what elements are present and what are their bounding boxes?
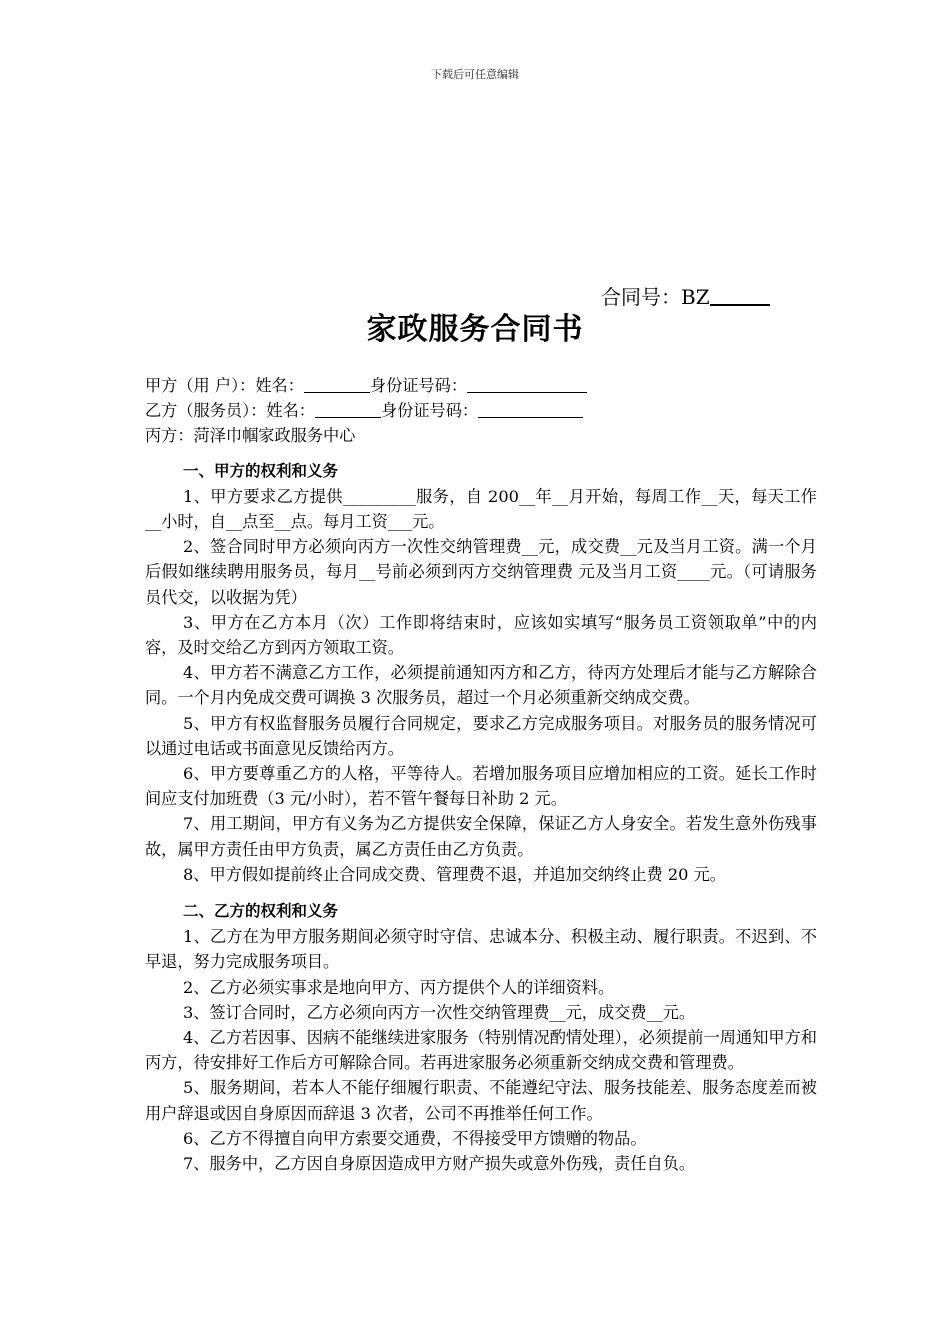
section-1-item: 5、甲方有权监督服务员履行合同规定，要求乙方完成服务项目。对服务员的服务情况可以通过电话或书面意见反馈给丙方。	[145, 713, 817, 758]
contract-number-label: 合同号：BZ	[601, 285, 710, 309]
party-b-prefix: 乙方（服务员）：姓名：	[145, 401, 315, 421]
section-2-item: 4、乙方若因事、因病不能继续进家服务（特别情况酌情处理），必须提前一周通知甲方和丙方，待安排好工作后方可解除合同。若再进家服务必须重新交纳成交费和管理费。	[145, 1028, 817, 1073]
section-2-item: 3、签订合同时，乙方必须向丙方一次性交纳管理费__元，成交费__元。	[183, 1002, 696, 1022]
section-1-item: 3、甲方在乙方本月（次）工作即将结束时，应该如实填写“服务员工资领取单”中的内容，及时交给乙方到丙方领取工资。	[145, 612, 817, 658]
section-2-item: 2、乙方必须实事求是地向甲方、丙方提供个人的详细资料。	[183, 977, 615, 997]
party-a-prefix: 甲方（用 户）：姓名：	[145, 376, 304, 395]
party-a-id-label: 身份证号码：	[369, 376, 468, 395]
section-1-item: 4、甲方若不满意乙方工作，必须提前通知丙方和乙方，待丙方处理后才能与乙方解除合同。一个月内免成交费可调换 3 次服务员，超过一个月必须重新交纳成交费。	[145, 663, 817, 708]
party-c-line: 丙方：菏泽巾帼家政服务中心	[145, 426, 356, 446]
section-1-item: 6、甲方要尊重乙方的人格，平等待人。若增加服务项目应增加相应的工资。延长工作时间应支付加班费（3 元/小时），若不管午餐每日补助 2 元。	[145, 764, 817, 809]
section-1-item: 7、用工期间，甲方有义务为乙方提供安全保障，保证乙方人身安全。若发生意外伤残事故，属甲方责任由甲方负责，属乙方责任由乙方负责。	[145, 814, 817, 859]
document-body	[145, 373, 817, 1176]
party-a-line	[145, 373, 817, 398]
party-b-name-blank[interactable]	[315, 400, 381, 418]
contract-number-blank[interactable]	[710, 286, 770, 306]
party-a-id-blank[interactable]	[467, 375, 587, 393]
section-1-item: 2、签合同时甲方必须向丙方一次性交纳管理费__元，成交费__元及当月工资。满一个月后假如继续聘用服务员，每月__号前必须到丙方交纳管理费 元及当月工资____元。（可请服务员代交，以收据为凭）	[145, 537, 817, 607]
document-title: 家政服务合同书	[366, 312, 584, 347]
section-2-heading: 二、乙方的权利和义务	[183, 902, 339, 921]
party-a-name-blank[interactable]	[304, 375, 370, 393]
section-2-item: 6、乙方不得擅自向甲方索要交通费，不得接受甲方馈赠的物品。	[183, 1128, 647, 1148]
party-b-line	[145, 398, 817, 423]
section-1-heading: 一、甲方的权利和义务	[183, 461, 339, 480]
section-1-item: 8、甲方假如提前终止合同成交费、管理费不退，并追加交纳终止费 20 元。	[183, 864, 726, 884]
section-2-item: 5、服务期间，若本人不能仔细履行职责、不能遵纪守法、服务技能差、服务态度差而被用户辞退或因自身原因而辞退 3 次者，公司不再推举任何工作。	[145, 1078, 817, 1123]
section-2-item: 1、乙方在为甲方服务期间必须守时守信、忠诚本分、积极主动、履行职责。不迟到、不早退，努力完成服务项目。	[145, 927, 817, 972]
party-b-id-blank[interactable]	[478, 400, 583, 418]
party-b-id-label: 身份证号码：	[380, 401, 479, 421]
header-note: 下载后可任意编辑	[431, 68, 519, 81]
section-2-item: 7、服务中，乙方因自身原因造成甲方财产损失或意外伤残，责任自负。	[183, 1154, 696, 1174]
section-1-item: 1、甲方要求乙方提供_________服务，自 200__年__月开始，每周工作__天，每天工作__小时，自__点至__点。每月工资___元。	[145, 486, 817, 532]
